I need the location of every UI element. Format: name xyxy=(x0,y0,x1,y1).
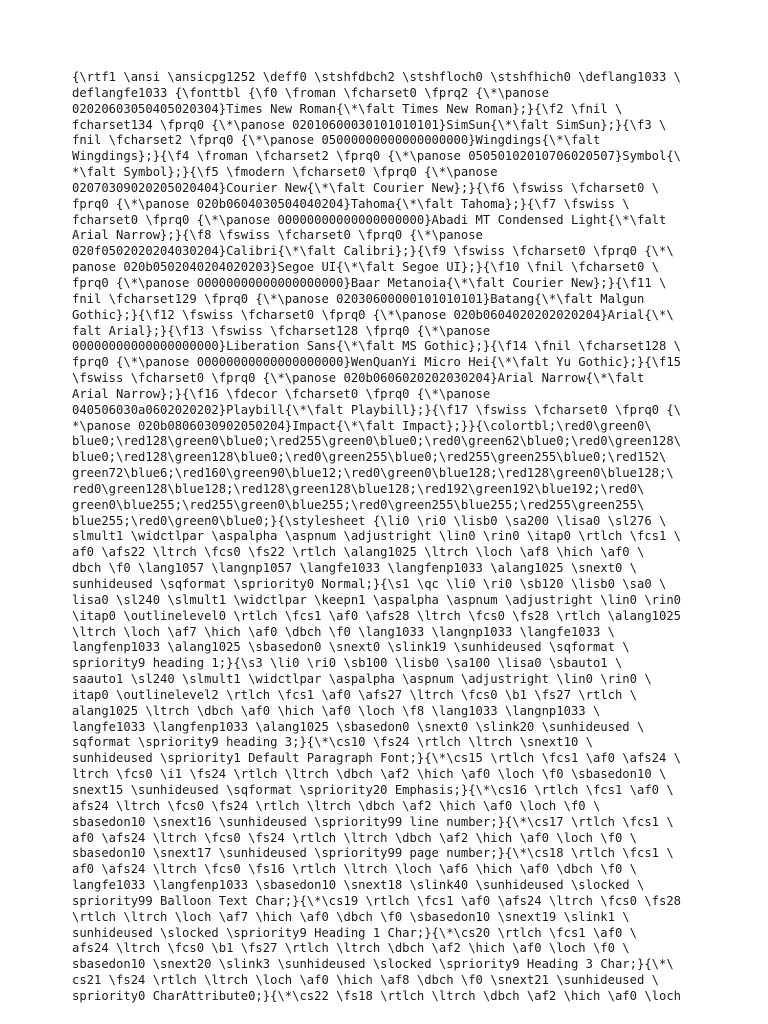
text-line: 00000000000000000000}Liberation Sans{\*\falt MS Gothic};}{\f14 \fnil \fcharset128 \ xyxy=(72,339,682,354)
text-line: *\panose 020b0806030902050204}Impact{\*\falt Impact};}}{\colortbl;\red0\green0\ xyxy=(72,418,652,433)
text-line: fprq0 {\*\panose 00000000000000000000}Baar Metanoia{\*\falt Courier New};}{\f11 \ xyxy=(72,275,667,290)
text-line: langfe1033 \langfenp1033 \sbasedon10 \snext18 \slink40 \sunhideused \slocked \ xyxy=(72,878,645,893)
text-line: *\falt Symbol};}{\f5 \fmodern \fcharset0 \fprq0 {\*\panose xyxy=(72,165,498,180)
text-line: 040506030a0602020202}Playbill{\*\falt Playbill};}{\f17 \fswiss \fcharset0 \fprq0 {\ xyxy=(72,402,682,417)
text-line: 02020603050405020304}Times New Roman{\*\falt Times New Roman};}{\f2 \fnil \ xyxy=(72,101,623,116)
text-line: spriority99 Balloon Text Char;}{\*\cs19 \rtlch \fcs1 \af0 \afs24 \ltrch \fcs0 \fs28 xyxy=(72,893,682,908)
text-line: spriority0 CharAttribute0;}{\*\cs22 \fs18 \rtlch \ltrch \dbch \af2 \hich \af0 \loch xyxy=(72,988,682,1003)
text-line: fprq0 {\*\panose 020b0604030504040204}Tahoma{\*\falt Tahoma};}{\f7 \fswiss \ xyxy=(72,196,630,211)
text-line: sbasedon10 \snext20 \slink3 \sunhideused \slocked \spriority9 Heading 3 Char;}{\*\ xyxy=(72,957,674,972)
text-line: dbch \f0 \lang1057 \langnp1057 \langfe1033 \langfenp1033 \alang1025 \snext0 \ xyxy=(72,561,637,576)
text-line: afs24 \ltrch \fcs0 \b1 \fs27 \rtlch \ltrch \dbch \af2 \hich \af0 \loch \f0 \ xyxy=(72,941,630,956)
text-line: green0\blue255;\red255\green0\blue255;\red0\green255\blue255;\red255\green255\ xyxy=(72,497,645,512)
text-line: 02070309020205020404}Courier New{\*\falt Courier New};}{\f6 \fswiss \fcharset0 \ xyxy=(72,180,659,195)
text-line: green72\blue6;\red160\green90\blue12;\red0\green0\blue128;\red128\green0\blue128;\ xyxy=(72,466,674,481)
text-line: Gothic};}{\f12 \fswiss \fcharset0 \fprq0 {\*\panose 020b0604020202020204}Arial{\*\ xyxy=(72,307,674,322)
text-line: fnil \fcharset2 \fprq0 {\*\panose 05000000000000000000}Wingdings{\*\falt xyxy=(72,133,601,148)
text-line: afs24 \ltrch \fcs0 \fs24 \rtlch \ltrch \dbch \af2 \hich \af0 \loch \f0 \ xyxy=(72,798,601,813)
text-line: fnil \fcharset129 \fprq0 {\*\panose 02030600000101010101}Batang{\*\falt Malgun xyxy=(72,291,645,306)
text-line: 020f0502020204030204}Calibri{\*\falt Calibri};}{\f9 \fswiss \fcharset0 \fprq0 {\*\ xyxy=(72,244,674,259)
text-line: Arial Narrow};}{\f16 \fdecor \fcharset0 \fprq0 {\*\panose xyxy=(72,386,491,401)
text-line: {\rtf1 \ansi \ansicpg1252 \deff0 \stshfdbch2 \stshfloch0 \stshfhich0 \deflang1033 \ xyxy=(72,70,682,84)
text-line: cs21 \fs24 \rtlch \ltrch \loch \af0 \hich \af8 \dbch \f0 \snext21 \sunhideused \ xyxy=(72,973,659,988)
text-line: blue0;\red128\green128\blue0;\red0\green255\blue0;\red255\green255\blue0;\red152\ xyxy=(72,450,667,465)
text-line: fprq0 {\*\panose 00000000000000000000}WenQuanYi Micro Hei{\*\falt Yu Gothic};}{\f15 xyxy=(72,355,682,370)
text-line: panose 020b0502040204020203}Segoe UI{\*\falt Segoe UI};}{\f10 \fnil \fcharset0 \ xyxy=(72,260,659,275)
text-line: blue255;\red0\green0\blue0;}{\stylesheet {\li0 \ri0 \lisb0 \sa200 \lisa0 \sl276 \ xyxy=(72,513,667,528)
text-line: spriority9 heading 1;}{\s3 \li0 \ri0 \sb100 \lisb0 \sa100 \lisa0 \sbauto1 \ xyxy=(72,656,623,671)
text-line: deflangfe1033 {\fonttbl {\f0 \froman \fcharset0 \fprq2 {\*\panose xyxy=(72,85,549,100)
text-line: slmult1 \widctlpar \aspalpha \aspnum \adjustright \lin0 \rin0 \itap0 \rtlch \fcs1 \ xyxy=(72,529,682,544)
text-line: langfenp1033 \alang1025 \sbasedon0 \snext0 \slink19 \sunhideused \sqformat \ xyxy=(72,640,630,655)
text-line: Arial Narrow};}{\f8 \fswiss \fcharset0 \fprq0 {\*\panose xyxy=(72,228,483,243)
text-line: fcharset134 \fprq0 {\*\panose 02010600030101010101}SimSun{\*\falt SimSun};}{\f3 \ xyxy=(72,117,667,132)
text-line: red0\green128\blue128;\red128\green128\blue128;\red192\green192\blue192;\red0\ xyxy=(72,481,645,496)
text-line: blue0;\red128\green0\blue0;\red255\green0\blue0;\red0\green62\blue0;\red0\green128\ xyxy=(72,434,682,449)
rtf-source-text xyxy=(72,70,712,1005)
text-line: sbasedon10 \snext16 \sunhideused \spriority99 line number;}{\*\cs17 \rtlch \fcs1 \ xyxy=(72,814,674,829)
text-line: alang1025 \ltrch \dbch \af0 \hich \af0 \loch \f8 \lang1033 \langnp1033 \ xyxy=(72,703,601,718)
text-line: sunhideused \spriority1 Default Paragraph Font;}{\*\cs15 \rtlch \fcs1 \af0 \afs24 \ xyxy=(72,751,682,766)
text-line: falt Arial};}{\f13 \fswiss \fcharset128 \fprq0 {\*\panose xyxy=(72,323,491,338)
text-line: ltrch \fcs0 \i1 \fs24 \rtlch \ltrch \dbch \af2 \hich \af0 \loch \f0 \sbasedon10 \ xyxy=(72,767,667,782)
text-line: \fswiss \fcharset0 \fprq0 {\*\panose 020b0606020202030204}Arial Narrow{\*\falt xyxy=(72,371,645,386)
text-line: sqformat \spriority9 heading 3;}{\*\cs10 \fs24 \rtlch \ltrch \snext10 \ xyxy=(72,735,593,750)
text-line: \itap0 \outlinelevel0 \rtlch \fcs1 \af0 \afs28 \ltrch \fcs0 \fs28 \rtlch \alang1025 xyxy=(72,608,682,623)
text-line: sbasedon10 \snext17 \sunhideused \spriority99 page number;}{\*\cs18 \rtlch \fcs1 \ xyxy=(72,846,674,861)
text-line: langfe1033 \langfenp1033 \alang1025 \sbasedon0 \snext0 \slink20 \sunhideused \ xyxy=(72,719,645,734)
text-line: Wingdings};}{\f4 \froman \fcharset2 \fprq0 {\*\panose 05050102010706020507}Symbol{\ xyxy=(72,149,682,164)
text-line: \ltrch \loch \af7 \hich \af0 \dbch \f0 \lang1033 \langnp1033 \langfe1033 \ xyxy=(72,624,615,639)
text-line: itap0 \outlinelevel2 \rtlch \fcs1 \af0 \afs27 \ltrch \fcs0 \b1 \fs27 \rtlch \ xyxy=(72,687,637,702)
text-line: snext15 \sunhideused \sqformat \spriority20 Emphasis;}{\*\cs16 \rtlch \fcs1 \af0 \ xyxy=(72,782,674,797)
text-line: af0 \afs24 \ltrch \fcs0 \fs16 \rtlch \ltrch \loch \af6 \hich \af0 \dbch \f0 \ xyxy=(72,862,637,877)
text-line: af0 \afs22 \ltrch \fcs0 \fs22 \rtlch \alang1025 \ltrch \loch \af8 \hich \af0 \ xyxy=(72,545,645,560)
text-line: \rtlch \ltrch \loch \af7 \hich \af0 \dbch \f0 \sbasedon10 \snext19 \slink1 \ xyxy=(72,909,630,924)
text-line: sunhideused \slocked \spriority9 Heading 1 Char;}{\*\cs20 \rtlch \fcs1 \af0 \ xyxy=(72,925,637,940)
text-line: fcharset0 \fprq0 {\*\panose 00000000000000000000}Abadi MT Condensed Light{\*\falt xyxy=(72,212,667,227)
text-line: sunhideused \sqformat \spriority0 Normal;}{\s1 \qc \li0 \ri0 \sb120 \lisb0 \sa0 \ xyxy=(72,577,667,591)
text-line: saauto1 \sl240 \slmult1 \widctlpar \aspalpha \aspnum \adjustright \lin0 \rin0 \ xyxy=(72,672,652,687)
text-line: af0 \afs24 \ltrch \fcs0 \fs24 \rtlch \ltrch \dbch \af2 \hich \af0 \loch \f0 \ xyxy=(72,830,637,845)
text-line: lisa0 \sl240 \slmult1 \widctlpar \keepn1 \aspalpha \aspnum \adjustright \lin0 \rin0 xyxy=(72,592,682,607)
